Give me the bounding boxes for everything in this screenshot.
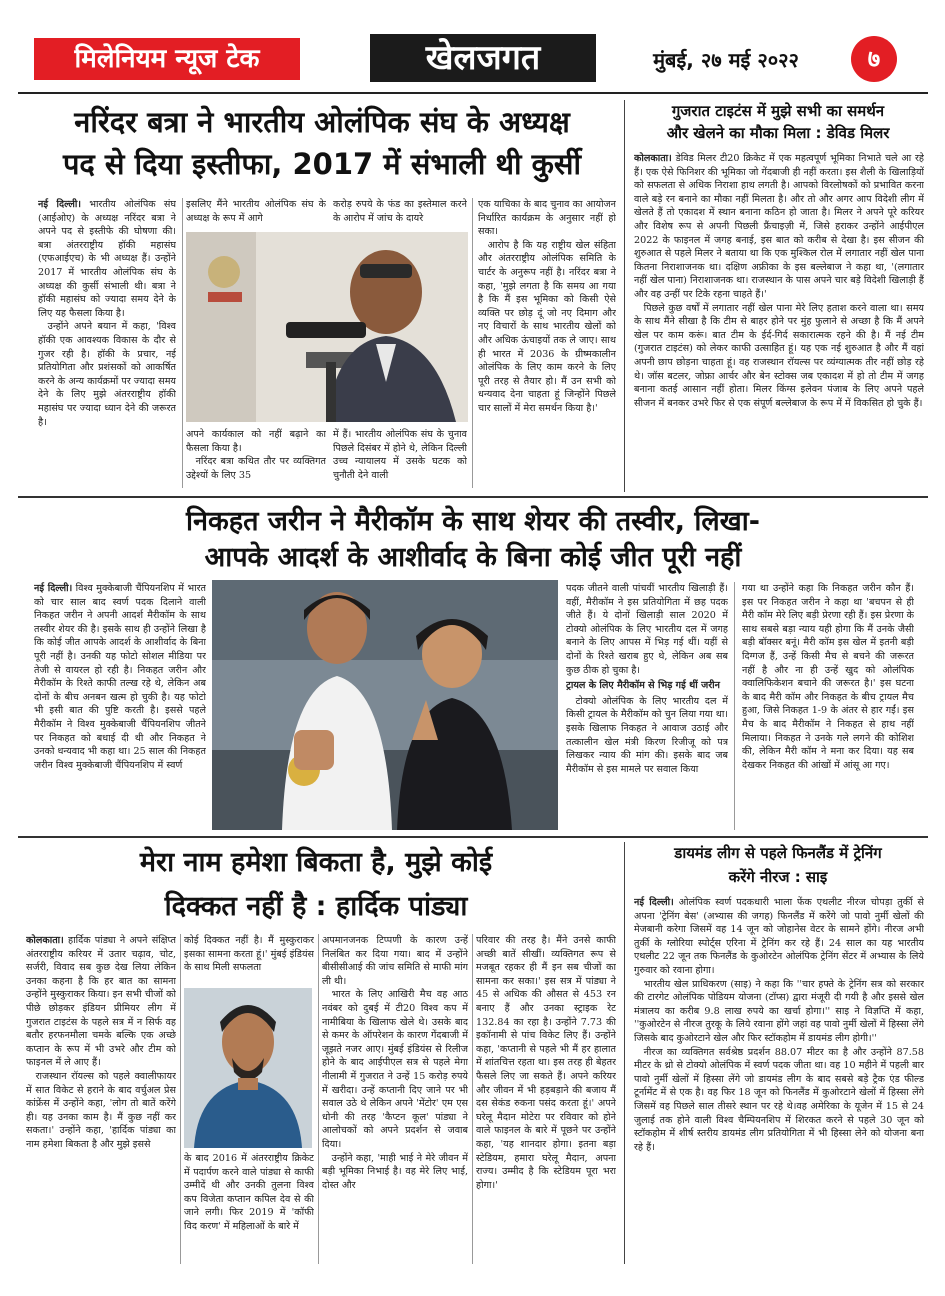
- story3-column-3: गया था उन्होंने कहा कि निकहत जरीन कौन हैं। इस पर निकहत जरीन ने कहा था 'बचपन से ही मैरी कॉम मेरे लिए बड़ी प्रेरणा रही हैं। इस प्रेरणा के साथ सबसे बड़ा न्याय यही होगा कि मैं उनके जैसी बड़ी बॉक्सर बनूं। मैरी कॉम इस खेल में इतनी बड़ी दिग्गज हैं, उन्हें किसी मैच से बचने की जरूरत नहीं है और ना ही उन्हें खुद को ओलंपिक क्वालिफिकेशन बचाने की जरूरत है।' इस घटना के बाद मैरी कॉम और निकहत के बीच ट्रायल मैच हुआ, जिसे निकहत 1-9 के अंतर से हार गईं। इस मैच के बाद मैरीकॉम ने निकहत से हाथ नहीं मिलाया। निकहत ने उनके गले लगने की कोशिश की, लेकिन मैरी कॉम ने मना कर दिया। यह सब देखकर निकहत की आंखों में आंसू आ गए।: [742, 583, 914, 771]
- story1-col1-text: भारतीय ओलंपिक संघ (आईओए) के अध्यक्ष नरिंदर बत्रा ने अपने पद से इस्तीफे की घोषणा की। बत्रा अंतरराष्ट्रीय हॉकी महासंघ (एफआईएच) के भी अध्यक्ष हैं। उन्होंने 2017 में भारतीय ओलंपिक संघ के अध्यक्ष की कुर्सी संभाली थी। बत्रा ने हॉकी महासंघ को ज्यादा समय देने के लिए यह फैसला किया है।: [38, 199, 176, 319]
- story3-col2b-text: टोक्यो ओलंपिक के लिए भारतीय दल में किसी ट्रायल के मैरीकॉम को चुन लिया गया था। इसके खिलाफ निकहत ने आवाज उठाई और तत्कालीन खेल मंत्री किरण रिजीजू को पत्र लिखकर न्याय की मांग की। इसके बाद जब मैरीकॉम से इस मामले पर सवाल किया: [566, 695, 728, 775]
- story3-dateline-place: नई दिल्ली।: [34, 583, 73, 594]
- column-divider: [180, 934, 181, 1264]
- story4-col1b-text: राजस्थान रॉयल्स को पहले क्वालीफायर में सात विकेट से हराने के बाद वर्चुअल प्रेस कांफ्रेंस में उन्होंने कहा, 'लोग तो बातें करेंगे ही। यह उनका काम है। मैं कुछ नहीं कर सकता।' उन्होंने कहा, 'हार्दिक पांड्या का नाम हमेशा बिकता है और मुझे इससे: [26, 1070, 176, 1150]
- story3-column-1: [34, 582, 206, 830]
- story2-body: [634, 152, 924, 492]
- story4-column-3: [322, 934, 468, 1264]
- story1-column-3-bottom: में हैं। भारतीय ओलंपिक संघ के चुनाव पिछले दिसंबर में होने थे, लेकिन दिल्ली उच्च न्यायालय में उसके घटक को चुनौती देने वाली: [333, 429, 467, 481]
- story3-subheading: ट्रायल के लिए मैरीकॉम से भिड़ गई थीं जरीन: [566, 680, 720, 692]
- masthead: [18, 30, 928, 86]
- story-divider: [624, 100, 625, 492]
- story4-column-2-bottom: के बाद 2016 में अंतरराष्ट्रीय क्रिकेट में पदार्पण करने वाले पांड्या से काफी उम्मीदें थी और उनकी तुलना विश्व कप विजेता कप्तान कपिल देव से की जाने लगी। फिर 2019 में 'कॉफी विद करण' में महिलाओं के बारे में: [184, 1153, 314, 1232]
- story1-headline-line2: पद से दिया इस्तीफा, 2017 में संभाली थी कुर्सी: [62, 147, 582, 181]
- story1-col1b-text: उन्होंने अपने बयान में कहा, 'विश्व हॉकी एक आवश्यक विकास के दौर से गुजर रही है। हॉकी के प्रचार, नई प्रतियोगिता और प्रशंसकों को आकर्षित करने के अन्य कार्यक्रमों पर ज्यादा समय देने के लिए मुझे अंतरराष्ट्रीय हॉकी महासंघ पर ज्यादा ध्यान देने की जरूरत है।: [38, 321, 176, 428]
- story1-column-2-bottom: [186, 428, 326, 490]
- story2-headline-line1: गुजरात टाइटंस में मुझे सभी का समर्थन: [671, 102, 885, 120]
- story4-col1-text: हार्दिक पांड्या ने अपने संक्षिप्त अंतरराष्ट्रीय करियर में उतार चढ़ाव, चोट, सर्जरी, विवाद सब कुछ देख लिया लेकिन उनका कहना है कि हर बात का सामना उन्होंने मुस्कुराकर किया। इन सभी चीजों को पीछे छोड़कर इंडियन प्रीमियर लीग में गुजरात टाइटंस के पहले सत्र में न सिर्फ वह बतौर हरफनमौला चमके बल्कि एक अच्छे कप्तान के रूप में भी उभरे और टीम को फाइनल में ले आए हैं।: [26, 935, 176, 1069]
- story5-para3: नीरज का व्यक्तिगत सर्वश्रेष्ठ प्रदर्शन 88.07 मीटर का है और उन्होंने 87.58 मीटर के थ्रो से टोक्यो ओलंपिक में स्वर्ण पदक जीता था। वह 10 महीने में पहली बार पावो नुर्मी खेलों में हिस्सा लेंगे जो डायमंड लीग के बाद सबसे बड़े ट्रैक एंड फील्ड टूर्नामेंट में से एक है। वह फिर 18 जून को फिनलैंड में कुओरटाने खेलों में हिस्सा लेंगे जिसमें वह पिछले साल तीसरे स्थान पर रहे थे।वह अमेरिका के यूजेन में 15 से 24 जुलाई तक होने वाली विश्व चैम्पियनशिप में शिरकत करने से पहले 30 जून को स्टॉकहोम में शीर्ष स्तरीय डायमंड लीग प्रतियोगिता में भी हिस्सा लेने को योजना बना रहे हैं।: [634, 1046, 924, 1153]
- story1-column-4: [478, 198, 616, 488]
- story5-para1: ओलंपिक स्वर्ण पदकधारी भाला फेंक एथलीट नीरज चोपड़ा तुर्की से अपना 'ट्रेनिंग बेस' (अभ्यास की जगह) फिनलैंड में करेंगे जो पावो नुर्मी खेलों की मेजबानी करेगा जिसमें वह 14 जून को जोहानेस वेटर के सामने होंगे। नीरज अभी तुर्की के ग्लोरिया स्पोर्ट्स एरिना में ट्रेनिंग कर रहे हैं। 24 साल का यह भारतीय एथलीट 22 जून तक फिनलैंड के कुओरटेन ओलंपिक ट्रेनिंग सेंटर में अभ्यास के लिये गुरुवार को रवाना होगा।: [634, 897, 924, 976]
- story2-para1: डेविड मिलर टी20 क्रिकेट में एक महत्वपूर्ण भूमिका निभाते चले आ रहे हैं। एक ऐसे फिनिशर की भूमिका जो गेंदबाजी ही नहीं करता। इस शैली के खिलाड़ियों को सफलता से अधिक निराशा हाथ लगती है। आपको विरलोषकों को प्रभावित करना वाले बड़े रन बनाने का मौका नहीं मिलता है। और तो और अगर आप विदेशी लीग में खेलते हैं तो एकादश में स्थान बनाना कठिन हो जाता है। मिलर ने अपने पूरे करियर और विशेष रूप से अपनी पिछली फ्रैंचाइज़ी में, जिसे हराकर उन्होंने आईपीएल 2022 के फाइनल में जगह बनाई, इस बात को करीब से देखा है। इस सीजन की शुरुआत से पहले मिलर ने बताया था कि एक मुश्किल रोल में लगातार नहीं खेल पाना कितना निराशाजनक था। दक्षिण अफ्रीका के इस बल्लेबाज ने कहा था, '(लगातार नहीं खेल पाना) निराशाजनक था। राजस्थान के पास अपने चार बड़े विदेशी खिलाड़ी हैं और वह उन्हीं पर टिके रहना चाहते हैं।': [634, 153, 924, 300]
- story4-column-4: परिवार की तरह है। मैंने उनसे काफी अच्छी बातें सीखीं। व्यक्तिगत रूप से मजबूत रहकर ही मैं इन सब चीजों का सामना कर सका।' इस सत्र में पांड्या ने 45 से अधिक की औसत से 453 रन बनाए हैं और उनका स्ट्राइक रेट 132.84 का रहा है। उन्होंने 7.73 की इकॉनामी से पांच विकेट लिए हैं। उन्होंने कहा, 'कप्तानी से पहले भी मैं हर हालात में शांतचित्त रहता था। इस तरह ही बेहतर फैसले लिए जा सकते हैं। अपने करियर और जीवन में भी हड़बड़ाने की बजाय मैं दस सेकंड रुकना पसंद करता हूं।' अपने घरेलू मैदान मोटेरा पर रविवार को होने वाले फाइनल के बारे में पूछने पर उन्होंने कहा, 'यह शानदार होगा। इतना बड़ा स्टेडियम, हमारा घरेलू मैदान, अपना राज्य। उम्मीद है कि स्टेडियम पूरा भरा होगा।': [476, 935, 616, 1191]
- story3-headline-line2: आपके आदर्श के आशीर्वाद के बिना कोई जीत पूरी नहीं: [204, 542, 742, 573]
- column-divider: [472, 934, 473, 1264]
- column-divider: [182, 198, 183, 488]
- story2-para2: पिछले कुछ वर्षों में लगातार नहीं खेल पाना मेरे लिए हताश करने वाला था। समय के साथ मैंने सीखा है कि टीम से बाहर होने पर मुंह फुलाने से अच्छा है कि मैं अपने खेल पर काम करूं। बात टीम के ईर्द-गिर्द सकारात्मक रहने की है। मैं नई टीम (गुजरात टाइटंस) को लेकर काफी उत्साहित हूं। यह एक नई शुरुआत है और मैं वहां अपनी छाप छोड़ना चाहता हूं। वह राजस्थान रॉयल्स पर व्यंग्यात्मक तीर नहीं छोड़ रहे थे। जॉस बटलर, जोफ्रा आर्चर और बेन स्टोक्स जब एकादश में हो तो टीम में जगह बनाना कतई आसान नहीं होता। मिलर किंग्स इलेवन पंजाब के लिए अपने पहले सीजन में बनकर उभरे फिर से एक संपूर्ण बल्लेबाज के रूप में में विकसित हो चुके हैं।: [634, 302, 924, 409]
- story2-dateline-place: कोलकाता।: [634, 153, 672, 164]
- column-divider: [734, 582, 735, 830]
- story3-col1-text: विश्व मुक्केबाजी चैंपियनशिप में भारत को चार साल बाद स्वर्ण पदक दिलाने वाली निकहत जरीन ने अपनी आदर्श मैरीकॉम के साथ तस्वीर शेयर की है। इसके साथ ही उन्होंने लिखा है कि कोई जीत आपके आदर्श के आशीर्वाद के बिना पूरी नहीं है। उनकी यह फोटो सोशल मीडिया पर तेजी से वायरल हो रही है। निकहत जरीन और मैरीकॉम के रिश्ते काफी तल्ख रहे थे, लेकिन अब दोनों के बीच अनबन खत्म हो चुकी है। यह फोटो भी इसी बात की पुष्टि करती है। इससे पहले मैरीकॉम ने विश्व मुक्केबाजी चैंपियनशिप जीतने पर निकहत को बधाई दी थी और निकहत ने उनको धन्यवाद भी कहा था। 25 साल की निकहत जरीन विश्व मुक्केबाजी चैंपियनशिप में स्वर्ण: [34, 583, 206, 771]
- story4-column-1: [26, 934, 176, 1264]
- masthead-rule: [18, 92, 928, 94]
- section-rule: [18, 496, 928, 498]
- story1-col2-bottom-b-text: नरिंदर बत्रा कथित तौर पर व्यक्तिगत उद्देश्यों के लिए 35: [186, 456, 326, 481]
- story1-headline-line1: नरिंदर बत्रा ने भारतीय ओलंपिक संघ के अध्यक्ष: [74, 105, 570, 139]
- batra-photo: [186, 232, 468, 422]
- nikhat-marykom-photo: [212, 580, 558, 830]
- story5-headline-line1: डायमंड लीग से पहले फिनलैंड में ट्रेनिंग: [674, 844, 882, 862]
- hardik-photo: [184, 988, 312, 1148]
- story5-dateline-place: नई दिल्ली।: [634, 897, 674, 908]
- story1-column-1: [38, 198, 176, 488]
- story5-body: [634, 896, 924, 1264]
- story4-column-2-top: कोई दिक्कत नहीं है। मैं मुस्कुराकर इसका सामना करता हूं।' मुंबई इंडियंस के साथ मिली सफलता: [184, 935, 314, 974]
- story4-col3c-text: उन्होंने कहा, 'माही भाई ने मेरे जीवन में बड़ी भूमिका निभाई है। वह मेरे लिए भाई, दोस्त और: [322, 1152, 468, 1191]
- story1-dateline-place: नई दिल्ली।: [38, 199, 82, 210]
- story5-para2: भारतीय खेल प्राधिकरण (साइ) ने कहा कि ''चार हफ्ते के ट्रेनिंग सत्र को सरकार की टारगेट ओलंपिक पोडियम योजना (टॉप्स) द्वारा मंजूरी दी गयी है और इससे खेल मंत्रालय का करीब 9.8 लाख रुपये का खर्चा होगा।'' साइ ने विज्ञप्ति में कहा, ''कुओरटेन से नीरज तुरकू के लिये रवाना होंगे जहां वह पावो नुर्मी खेलों में हिस्सा लेंगे जिसके बाद कुओरटाने खेल और फिर स्टॉकहोम में डायमंड लीग होगी।'': [634, 978, 924, 1044]
- story2-headline-line2: और खेलने का मौका मिला : डेविड मिलर: [666, 124, 890, 142]
- story3-col2-text: पदक जीतने वाली पांचवीं भारतीय खिलाड़ी हैं। वहीं, मैरीकॉम ने इस प्रतियोगिता में छह पदक जीते हैं। ये दोनों खिलाड़ी साल 2020 में टोक्यो ओलंपिक के लिए भारतीय दल में जगह बनाने के लिए आपस में भिड़ गई थीं। यहीं से दोनों के रिश्ते खराब हुए थे, लेकिन अब सब कुछ ठीक हो चुका है।: [566, 583, 728, 676]
- story3-headline-line1: निकहत जरीन ने मैरीकॉम के साथ शेयर की तस्वीर, लिखा-: [186, 506, 760, 537]
- story1-col4-text: एक याचिका के बाद चुनाव का आयोजन निर्धारित कार्यक्रम के अनुसार नहीं हो सका।: [478, 199, 616, 238]
- story-divider: [624, 842, 625, 1264]
- story1-column-2-top: इसलिए मैंने भारतीय ओलंपिक संघ के अध्यक्ष के रूप में आगे: [186, 199, 326, 224]
- page-number: ७: [851, 36, 897, 82]
- story3-column-2: [566, 582, 728, 830]
- dateline: मुंबई, २७ मई २०२२: [653, 48, 799, 72]
- story1-col4b-text: आरोप है कि यह राष्ट्रीय खेल संहिता और अंतरराष्ट्रीय ओलंपिक समिति के चार्टर के अनुरूप नहीं है। नरिंदर बत्रा ने कहा, 'मुझे लगता है कि समय आ गया है कि मैं इस भूमिका को किसी ऐसे व्यक्ति पर छोड़ दूं जो नए दिमाग और नए विचारों के साथ भारतीय खेलों को और अधिक ऊंचाइयों तक ले जाए। साथ ही भारत में 2036 के ग्रीष्मकालीन ओलंपिक के लिए काम करने के लिए पूरी तरह से तैयार हो। मैं उन सभी को धन्यवाद देना चाहता हूं जिन्होंने पिछले चार सालों में मेरा समर्थन किया है।': [478, 239, 616, 414]
- section-title: खेलजगत: [370, 34, 596, 82]
- column-divider: [472, 198, 473, 488]
- section-rule: [18, 836, 928, 838]
- story1-col2-bottom-text: अपने कार्यकाल को नहीं बढ़ाने का फैसला किया है।: [186, 429, 326, 454]
- story5-headline-line2: करेंगे नीरज : साइ: [728, 868, 828, 886]
- story4-headline-line2: दिक्कत नहीं है : हार्दिक पांड्या: [164, 891, 468, 922]
- brand-logo: मिलेनियम न्यूज टेक: [34, 38, 300, 80]
- story4-col3-text: अपमानजनक टिप्पणी के कारण उन्हें निलंबित कर दिया गया। बाद में उन्होंने बीसीसीआई की जांच समिति से माफी मांग ली थी।: [322, 935, 468, 987]
- story4-headline-line1: मेरा नाम हमेशा बिकता है, मुझे कोई: [139, 847, 493, 878]
- story1-column-3-top: करोड़ रुपये के फंड का इस्तेमाल करने के आरोप में जांच के दायरे: [333, 199, 467, 224]
- story4-col3b-text: भारत के लिए आखिरी मैच वह आठ नवंबर को दुबई में टी20 विश्व कप में नामीबिया के खिलाफ खेले थे। उसके बाद से कमर के ऑपरेशन के कारण गेंदबाजी में जूझते नजर आए। मुंबई इंडियंस से रिलीज होने के बाद आईपीएल सत्र से पहले मेगा नीलामी में गुजरात ने उन्हें 15 करोड़ रुपये में खरीदा। उन्हें कप्तानी दिए जाने पर भी सवाल उठे थे लेकिन अपने 'मेंटोर' एम एस धोनी की तरह 'कैप्टन कूल' पांड्या ने आलोचकों को अपने प्रदर्शन से जवाब दिया।: [322, 989, 468, 1150]
- story4-dateline-place: कोलकाता।: [26, 935, 64, 946]
- column-divider: [318, 934, 319, 1264]
